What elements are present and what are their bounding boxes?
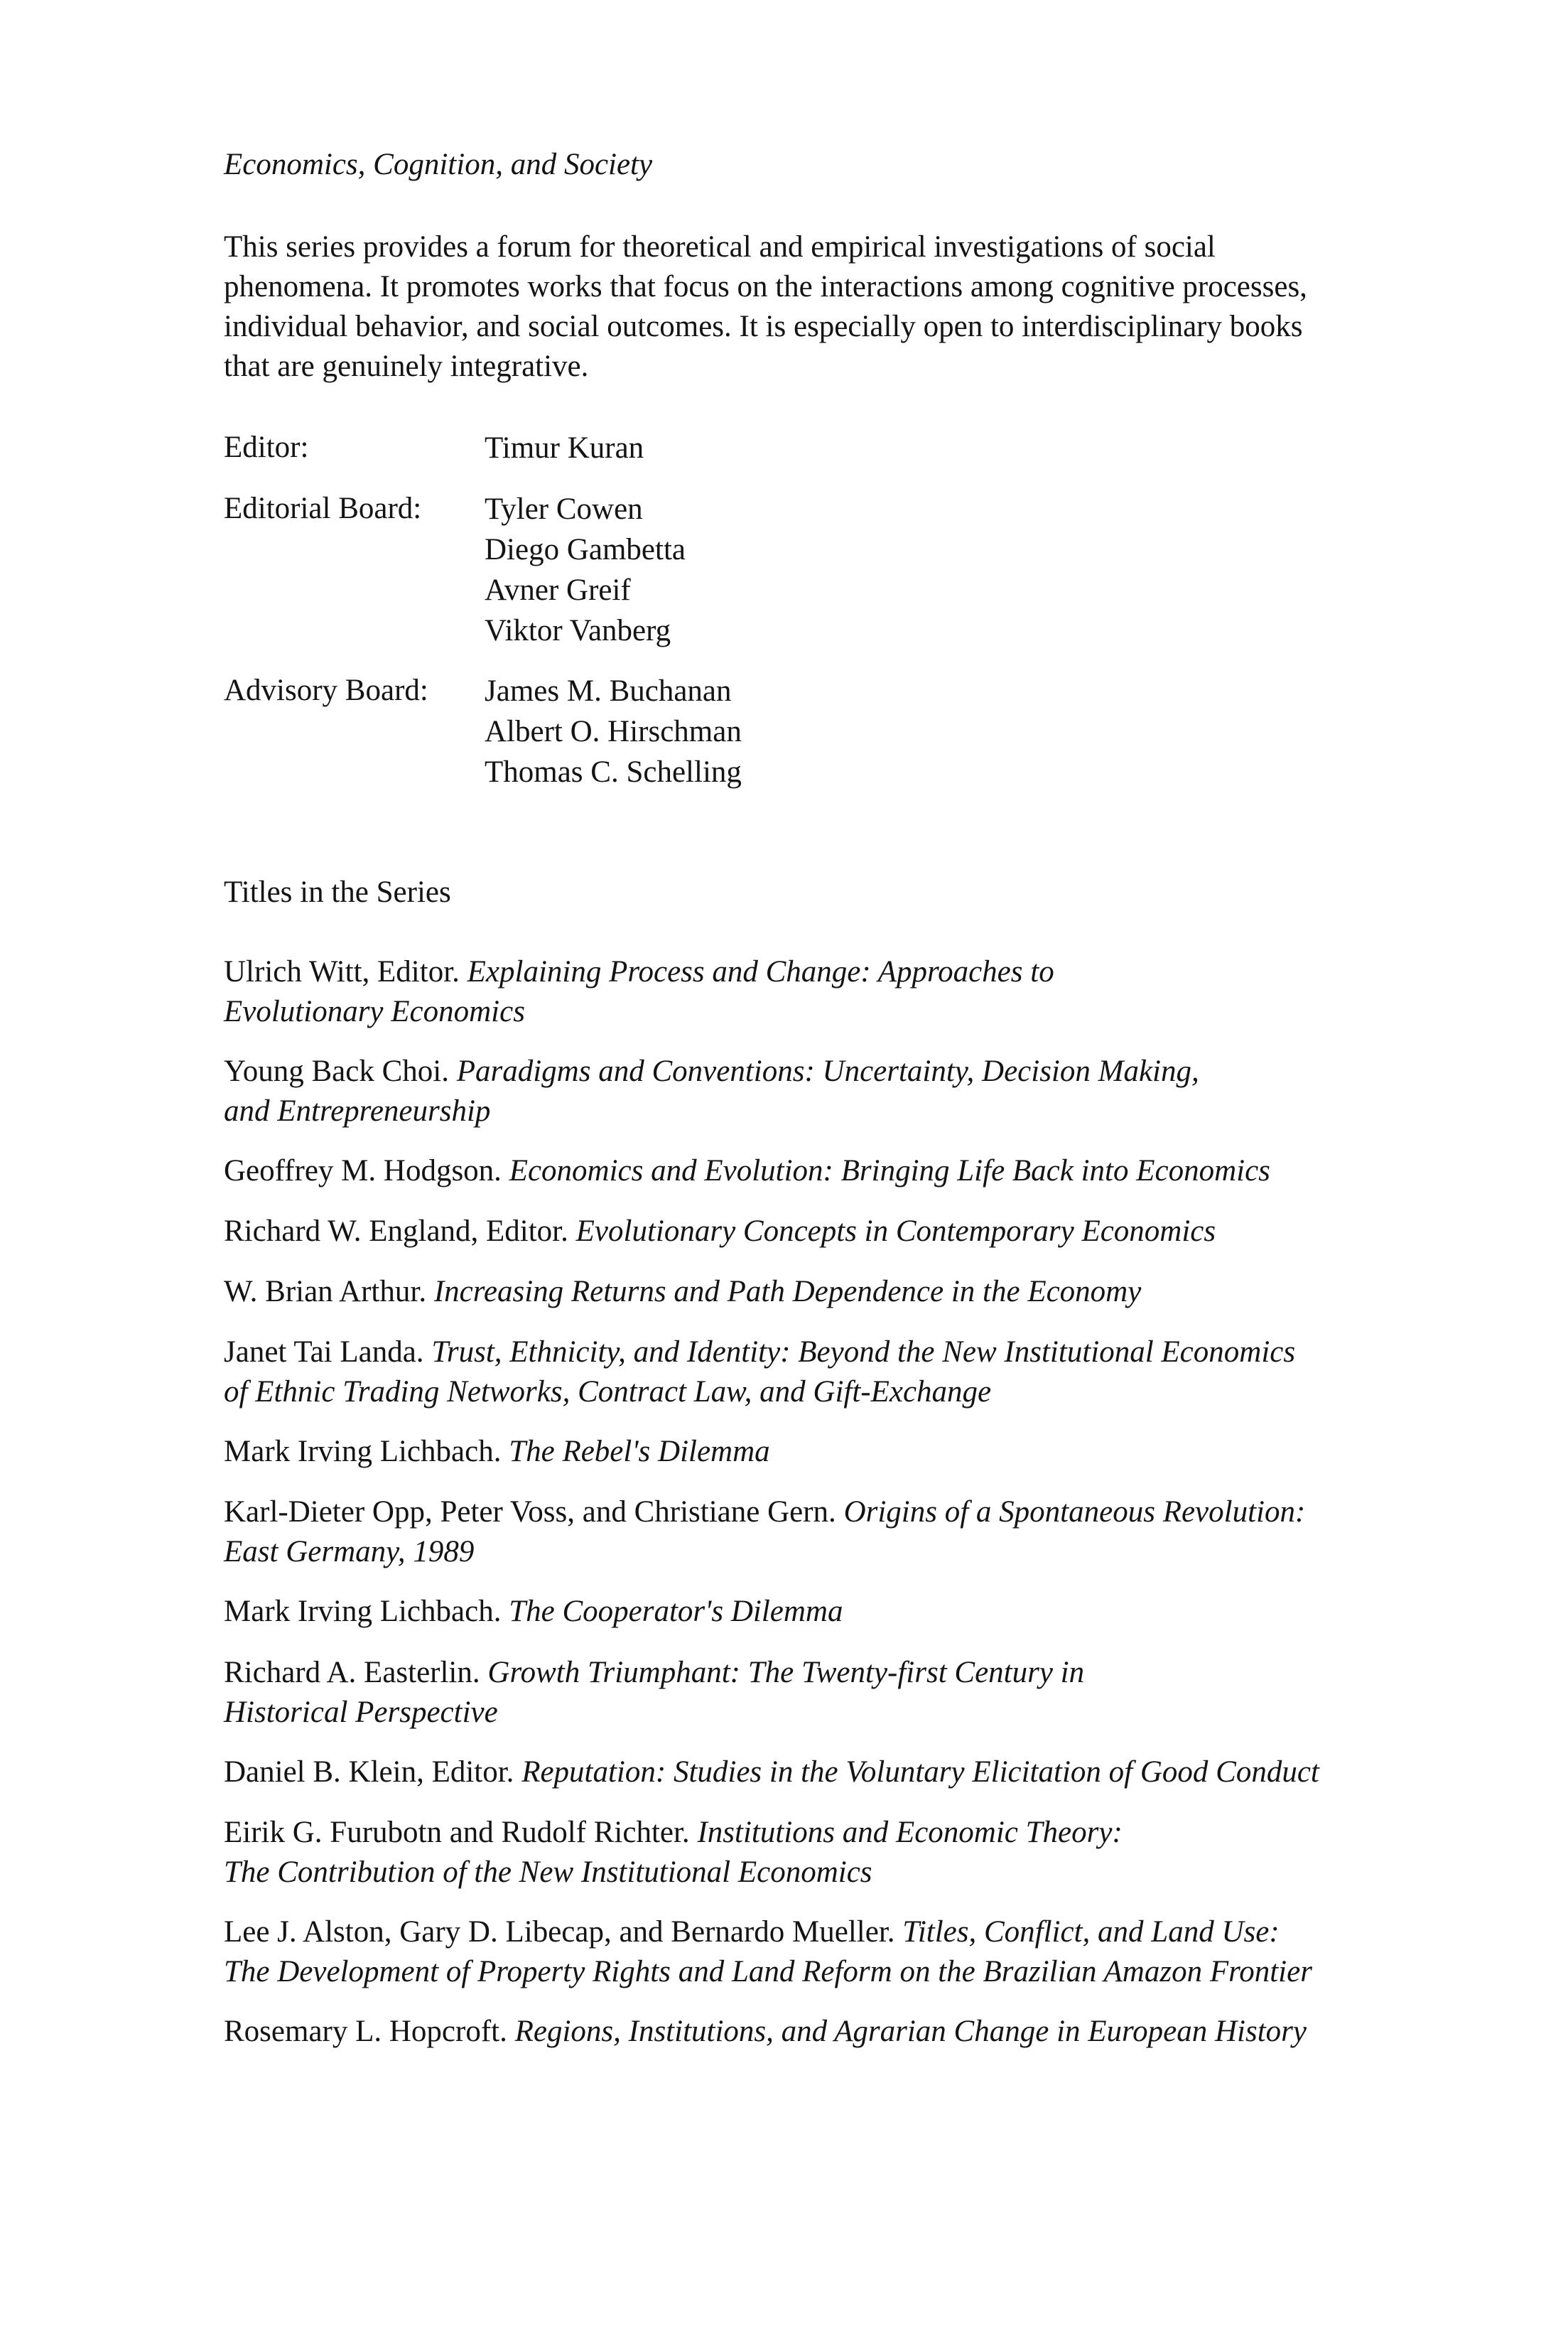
entry-author: Mark Irving Lichbach. bbox=[224, 1435, 502, 1468]
description-line: individual behavior, and social outcomes. It is especially open to interdisciplinary books bbox=[224, 310, 1303, 343]
series-title-entry bbox=[224, 1332, 1295, 1412]
entry-title-continued: The Development of Property Rights and Land Reform on the Brazilian Amazon Frontier bbox=[224, 1955, 1312, 1988]
board-member-name: James M. Buchanan bbox=[485, 674, 732, 708]
series-title-entry bbox=[224, 1653, 1084, 1733]
description-line: This series provides a forum for theoretical and empirical investigations of social bbox=[224, 230, 1216, 264]
entry-author: Richard A. Easterlin. bbox=[224, 1656, 480, 1689]
series-title-entry bbox=[224, 1432, 770, 1472]
entry-title: The Cooperator's Dilemma bbox=[509, 1595, 843, 1628]
entry-title-continued: East Germany, 1989 bbox=[224, 1535, 475, 1568]
entry-title: Explaining Process and Change: Approaches to bbox=[467, 955, 1054, 989]
series-title: Economics, Cognition, and Society bbox=[224, 148, 653, 181]
entry-author: Eirik G. Furubotn and Rudolf Richter. bbox=[224, 1816, 690, 1849]
entry-title: Paradigms and Conventions: Uncertainty, Decision Making, bbox=[456, 1055, 1199, 1088]
entry-author: Richard W. England, Editor. bbox=[224, 1215, 568, 1248]
board-member-name: Diego Gambetta bbox=[485, 533, 686, 566]
entry-title: Institutions and Economic Theory: bbox=[697, 1816, 1123, 1849]
entry-author: Lee J. Alston, Gary D. Libecap, and Bernardo Mueller. bbox=[224, 1915, 895, 1949]
entry-author: Ulrich Witt, Editor. bbox=[224, 955, 460, 989]
entry-author: Rosemary L. Hopcroft. bbox=[224, 2015, 507, 2048]
series-title-entry bbox=[224, 952, 1054, 1032]
entry-title: Increasing Returns and Path Dependence in the Economy bbox=[433, 1275, 1142, 1308]
series-title-entry bbox=[224, 1272, 1141, 1312]
entry-author: Daniel B. Klein, Editor. bbox=[224, 1755, 514, 1789]
entry-author: Young Back Choi. bbox=[224, 1055, 449, 1088]
entry-author: Karl-Dieter Opp, Peter Voss, and Christiane Gern. bbox=[224, 1495, 836, 1529]
series-title-entry bbox=[224, 1813, 1123, 1892]
entry-author: Geoffrey M. Hodgson. bbox=[224, 1154, 502, 1188]
editor-label: Editor: bbox=[224, 431, 309, 464]
series-title-entry bbox=[224, 1151, 1270, 1191]
series-title-entry bbox=[224, 1212, 1216, 1251]
board-member-name: Tyler Cowen bbox=[485, 492, 643, 526]
entry-title: The Rebel's Dilemma bbox=[509, 1435, 770, 1468]
entry-author: Mark Irving Lichbach. bbox=[224, 1595, 502, 1628]
entry-title: Titles, Conflict, and Land Use: bbox=[902, 1915, 1280, 1949]
description-line: phenomena. It promotes works that focus on the interactions among cognitive processes, bbox=[224, 270, 1307, 303]
entry-author: Janet Tai Landa. bbox=[224, 1335, 424, 1369]
description-line: that are genuinely integrative. bbox=[224, 350, 589, 383]
board-member-name: Viktor Vanberg bbox=[485, 614, 671, 647]
series-title-entry bbox=[224, 1912, 1312, 1992]
titles-heading: Titles in the Series bbox=[224, 876, 451, 909]
board-member-name: Avner Greif bbox=[485, 573, 631, 607]
entry-title: Reputation: Studies in the Voluntary Elicitation of Good Conduct bbox=[521, 1755, 1319, 1789]
editor-names bbox=[485, 428, 644, 468]
entry-title: Origins of a Spontaneous Revolution: bbox=[843, 1495, 1306, 1529]
entry-title-continued: Historical Perspective bbox=[224, 1696, 498, 1729]
entry-title-continued: and Entrepreneurship bbox=[224, 1094, 491, 1128]
series-title-entry bbox=[224, 1052, 1199, 1131]
entry-title-continued: of Ethnic Trading Networks, Contract Law, and Gift-Exchange bbox=[224, 1375, 992, 1409]
entry-title: Economics and Evolution: Bringing Life Back into Economics bbox=[509, 1154, 1270, 1188]
editorial-board-label: Editorial Board: bbox=[224, 492, 422, 525]
series-title-entry bbox=[224, 1492, 1305, 1572]
entry-title: Trust, Ethnicity, and Identity: Beyond the New Institutional Economics bbox=[431, 1335, 1296, 1369]
advisory-board-names bbox=[485, 671, 742, 792]
entry-title: Evolutionary Concepts in Contemporary Economics bbox=[575, 1215, 1216, 1248]
series-title-entry bbox=[224, 1752, 1319, 1792]
entry-title: Regions, Institutions, and Agrarian Change in European History bbox=[514, 2015, 1307, 2048]
editorial-board-names bbox=[485, 489, 686, 651]
series-title-entry bbox=[224, 1592, 843, 1632]
entry-title-continued: Evolutionary Economics bbox=[224, 995, 525, 1028]
entry-title-continued: The Contribution of the New Institutional Economics bbox=[224, 1856, 872, 1889]
advisory-board-label: Advisory Board: bbox=[224, 674, 428, 707]
editor-name: Timur Kuran bbox=[485, 431, 644, 465]
board-member-name: Albert O. Hirschman bbox=[485, 715, 742, 748]
entry-author: W. Brian Arthur. bbox=[224, 1275, 427, 1308]
board-member-name: Thomas C. Schelling bbox=[485, 755, 742, 789]
series-description bbox=[224, 227, 1361, 387]
entry-title: Growth Triumphant: The Twenty-first Century in bbox=[487, 1656, 1085, 1689]
series-title-entry bbox=[224, 2012, 1307, 2052]
